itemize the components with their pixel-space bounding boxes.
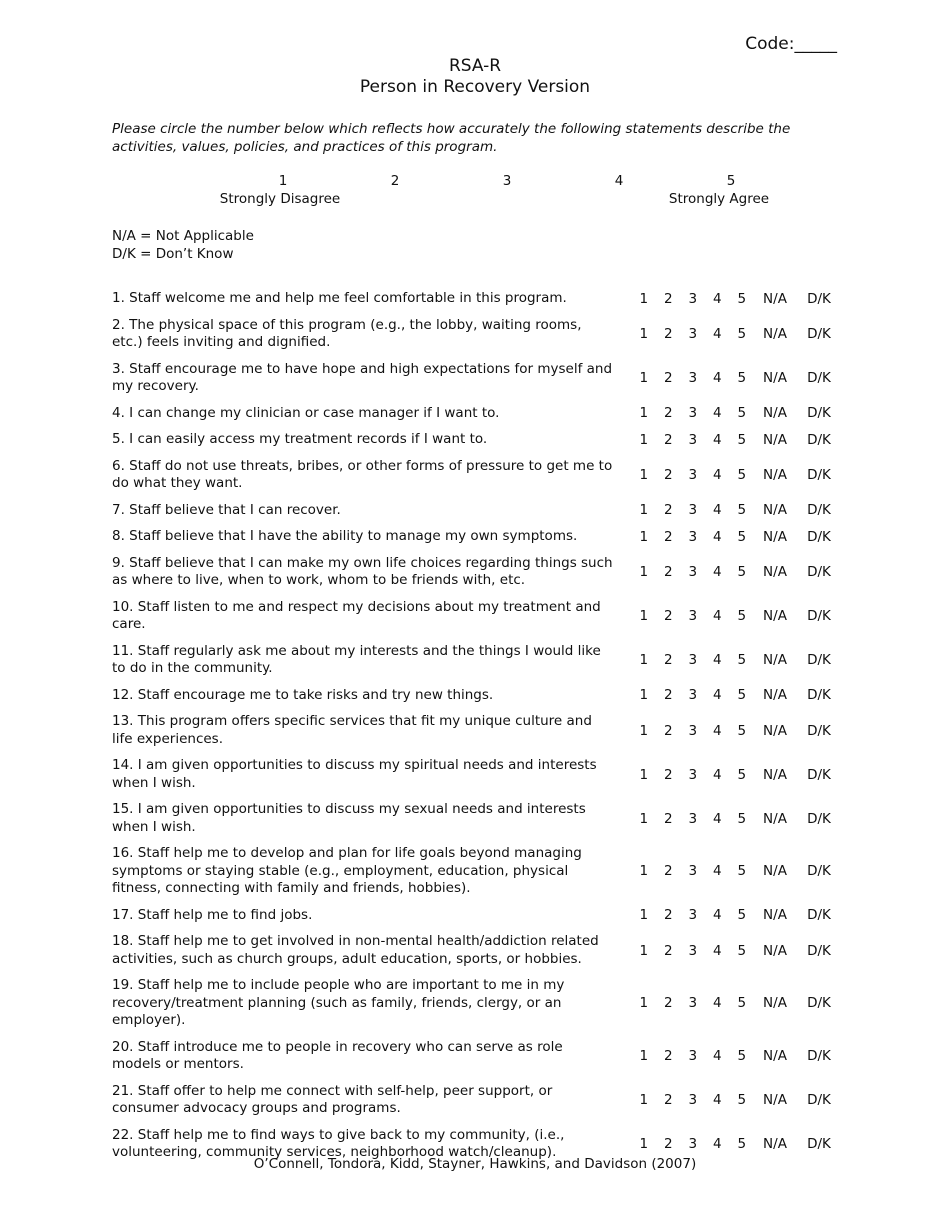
rating-option-3[interactable]: 3 [688, 766, 698, 783]
rating-option-4[interactable]: 4 [712, 810, 722, 827]
rating-options [632, 405, 843, 421]
item-row [112, 500, 842, 523]
rating-option-1[interactable]: 1 [639, 1136, 649, 1152]
rating-option-2[interactable]: 2 [663, 810, 673, 827]
rating-option-3[interactable]: 3 [688, 502, 698, 519]
rating-option-dk[interactable]: D/K [807, 290, 831, 307]
item-text: 22. Staff help me to find ways to give back to my community, (i.e., volunteering, community services, neighborhood watch/cleanup). [112, 1126, 565, 1160]
code-field: Code:_____ [745, 34, 837, 54]
rating-option-1[interactable]: 1 [639, 722, 649, 739]
rating-option-5[interactable]: 5 [737, 290, 747, 307]
rating-option-na[interactable]: N/A [763, 326, 787, 342]
rating-option-2[interactable]: 2 [663, 370, 673, 386]
rating-option-2[interactable]: 2 [663, 1136, 673, 1152]
rating-option-3[interactable]: 3 [688, 722, 698, 739]
item-row [112, 905, 842, 928]
rating-option-4[interactable]: 4 [712, 722, 722, 739]
rating-options [632, 326, 843, 342]
form-title [0, 56, 950, 98]
rating-options [632, 811, 843, 827]
rating-option-5[interactable]: 5 [737, 405, 747, 422]
item-row [112, 1081, 842, 1121]
rating-option-2[interactable]: 2 [663, 1092, 673, 1108]
item-row [112, 1037, 842, 1077]
rating-option-dk[interactable]: D/K [807, 564, 831, 580]
rating-option-1[interactable]: 1 [639, 1092, 649, 1108]
rating-options [632, 529, 843, 545]
legend [112, 227, 254, 263]
rating-option-2[interactable]: 2 [663, 1048, 673, 1064]
rating-option-na[interactable]: N/A [763, 528, 787, 545]
rating-option-4[interactable]: 4 [712, 528, 722, 545]
scale-number: 4 [614, 173, 624, 189]
rating-option-dk[interactable]: D/K [807, 1092, 831, 1108]
rating-option-na[interactable]: N/A [763, 652, 787, 668]
rating-option-3[interactable]: 3 [688, 528, 698, 545]
item-text: 8. Staff believe that I have the ability to manage my own symptoms. [112, 528, 578, 544]
item-text: 13. This program offers specific services that fit my unique culture and life experiences. [112, 713, 592, 747]
rating-option-4[interactable]: 4 [712, 907, 722, 924]
rating-option-3[interactable]: 3 [688, 326, 698, 342]
rating-option-3[interactable]: 3 [688, 467, 698, 483]
legend-dk: D/K = Don’t Know [112, 246, 234, 262]
rating-option-5[interactable]: 5 [737, 1048, 747, 1064]
item-row [112, 641, 842, 681]
rating-option-na[interactable]: N/A [763, 1092, 787, 1108]
rating-option-2[interactable]: 2 [663, 564, 673, 580]
rating-option-4[interactable]: 4 [712, 1092, 722, 1108]
rating-option-4[interactable]: 4 [712, 405, 722, 422]
rating-options [632, 943, 843, 959]
rating-option-5[interactable]: 5 [737, 564, 747, 580]
rating-option-1[interactable]: 1 [639, 564, 649, 580]
rating-option-5[interactable]: 5 [737, 431, 747, 448]
scale-low-label: Strongly Disagree [219, 191, 341, 207]
item-text: 1. Staff welcome me and help me feel comfortable in this program. [112, 290, 567, 306]
rating-option-dk[interactable]: D/K [807, 467, 831, 483]
rating-option-3[interactable]: 3 [688, 1092, 698, 1108]
item-text: 18. Staff help me to get involved in non-mental health/addiction related activities, such as church groups, adult education, sports, or hobbies. [112, 933, 599, 967]
rating-option-4[interactable]: 4 [712, 995, 722, 1012]
rating-option-dk[interactable]: D/K [807, 995, 831, 1012]
item-row [112, 288, 842, 311]
rating-option-2[interactable]: 2 [663, 995, 673, 1012]
item-row [112, 403, 842, 426]
rating-option-4[interactable]: 4 [712, 564, 722, 580]
item-row [112, 359, 842, 399]
item-row [112, 429, 842, 452]
rating-option-4[interactable]: 4 [712, 1136, 722, 1152]
rating-option-1[interactable]: 1 [639, 995, 649, 1012]
rating-option-5[interactable]: 5 [737, 1136, 747, 1152]
rating-option-4[interactable]: 4 [712, 502, 722, 519]
rating-option-dk[interactable]: D/K [807, 766, 831, 783]
rating-option-1[interactable]: 1 [639, 766, 649, 783]
rating-option-5[interactable]: 5 [737, 608, 747, 624]
rating-option-3[interactable]: 3 [688, 810, 698, 827]
rating-option-2[interactable]: 2 [663, 766, 673, 783]
rating-options [632, 467, 843, 483]
item-text: 3. Staff encourage me to have hope and high expectations for myself and my recovery. [112, 360, 613, 394]
rating-option-4[interactable]: 4 [712, 942, 722, 959]
rating-option-2[interactable]: 2 [663, 326, 673, 342]
citation-footer: O’Connell, Tondora, Kidd, Stayner, Hawkins, and Davidson (2007) [253, 1156, 697, 1172]
rating-option-4[interactable]: 4 [712, 652, 722, 668]
rating-option-na[interactable]: N/A [763, 687, 787, 704]
rating-option-na[interactable]: N/A [763, 564, 787, 580]
item-row [112, 711, 842, 751]
rating-option-na[interactable]: N/A [763, 766, 787, 783]
rating-option-na[interactable]: N/A [763, 863, 787, 880]
rating-option-5[interactable]: 5 [737, 995, 747, 1012]
rating-option-na[interactable]: N/A [763, 502, 787, 519]
rating-option-4[interactable]: 4 [712, 766, 722, 783]
rating-option-dk[interactable]: D/K [807, 863, 831, 880]
rating-option-na[interactable]: N/A [763, 1136, 787, 1152]
rating-option-3[interactable]: 3 [688, 687, 698, 704]
scale-number: 3 [502, 173, 512, 189]
rating-option-5[interactable]: 5 [737, 942, 747, 959]
rating-options [632, 564, 843, 580]
item-text: 12. Staff encourage me to take risks and try new things. [112, 686, 494, 703]
rating-option-5[interactable]: 5 [737, 907, 747, 924]
item-row [112, 526, 842, 549]
item-text: 17. Staff help me to find jobs. [112, 906, 313, 923]
item-text: 2. The physical space of this program (e.g., the lobby, waiting rooms, etc.) feels inviting and dignified. [112, 316, 582, 350]
rating-option-1[interactable]: 1 [639, 467, 649, 483]
rating-option-1[interactable]: 1 [639, 290, 649, 307]
rating-option-3[interactable]: 3 [688, 863, 698, 880]
rating-option-5[interactable]: 5 [737, 722, 747, 739]
rating-options [632, 291, 843, 307]
item-row [112, 975, 842, 1033]
rating-option-dk[interactable]: D/K [807, 405, 831, 422]
rating-option-dk[interactable]: D/K [807, 722, 831, 739]
item-text: 11. Staff regularly ask me about my interests and the things I would like to do in the community. [112, 642, 601, 676]
rating-option-3[interactable]: 3 [688, 1048, 698, 1064]
rating-option-dk[interactable]: D/K [807, 810, 831, 827]
rating-option-4[interactable]: 4 [712, 467, 722, 483]
rating-option-na[interactable]: N/A [763, 405, 787, 422]
rating-option-2[interactable]: 2 [663, 502, 673, 519]
rating-options [632, 995, 843, 1011]
rating-option-3[interactable]: 3 [688, 564, 698, 580]
rating-option-2[interactable]: 2 [663, 431, 673, 448]
rating-option-5[interactable]: 5 [737, 810, 747, 827]
page-subtitle: Person in Recovery Version [359, 77, 591, 97]
rating-options [632, 370, 843, 386]
rating-option-1[interactable]: 1 [639, 370, 649, 386]
rating-option-2[interactable]: 2 [663, 907, 673, 924]
rating-option-5[interactable]: 5 [737, 502, 747, 519]
rating-option-2[interactable]: 2 [663, 942, 673, 959]
item-row [112, 597, 842, 637]
rating-option-na[interactable]: N/A [763, 810, 787, 827]
rating-option-na[interactable]: N/A [763, 431, 787, 448]
item-row [112, 456, 842, 496]
item-text: 4. I can change my clinician or case manager if I want to. [112, 404, 500, 421]
rating-option-1[interactable]: 1 [639, 405, 649, 422]
rating-option-4[interactable]: 4 [712, 370, 722, 386]
rating-option-2[interactable]: 2 [663, 528, 673, 545]
rating-option-1[interactable]: 1 [639, 502, 649, 519]
rating-options [632, 723, 843, 739]
rating-options [632, 687, 843, 703]
rating-option-1[interactable]: 1 [639, 942, 649, 959]
rating-option-na[interactable]: N/A [763, 942, 787, 959]
item-text: 5. I can easily access my treatment records if I want to. [112, 431, 488, 447]
rating-option-1[interactable]: 1 [639, 687, 649, 704]
rating-option-3[interactable]: 3 [688, 907, 698, 924]
rating-option-3[interactable]: 3 [688, 608, 698, 624]
item-text: 10. Staff listen to me and respect my decisions about my treatment and care. [112, 598, 601, 632]
rating-options [632, 502, 843, 518]
rating-option-5[interactable]: 5 [737, 652, 747, 668]
rating-option-3[interactable]: 3 [688, 995, 698, 1012]
item-text: 14. I am given opportunities to discuss my spiritual needs and interests when I wish. [112, 757, 597, 791]
rating-options [632, 652, 843, 668]
rating-option-4[interactable]: 4 [712, 863, 722, 880]
item-text: 19. Staff help me to include people who are important to me in my recovery/treatment planning (such as family, friends, clergy, or an employer). [112, 977, 565, 1028]
rating-option-5[interactable]: 5 [737, 370, 747, 386]
item-row [112, 799, 842, 839]
items-list [112, 288, 842, 1169]
rating-option-3[interactable]: 3 [688, 652, 698, 668]
scale-number: 5 [726, 173, 736, 189]
rating-option-na[interactable]: N/A [763, 370, 787, 386]
rating-option-3[interactable]: 3 [688, 431, 698, 448]
rating-option-dk[interactable]: D/K [807, 528, 831, 545]
rating-option-2[interactable]: 2 [663, 863, 673, 880]
rating-option-3[interactable]: 3 [688, 1136, 698, 1152]
item-row [112, 843, 842, 901]
rating-option-4[interactable]: 4 [712, 687, 722, 704]
rating-option-dk[interactable]: D/K [807, 502, 831, 519]
rating-option-dk[interactable]: D/K [807, 431, 831, 448]
item-text: 16. Staff help me to develop and plan for life goals beyond managing symptoms or staying stable (e.g., employment, education, physical fitness, connecting with family and friends, hobbies). [112, 845, 582, 896]
instructions: Please circle the number below which reflects how accurately the following statements describe the activities, values, policies, and practices of this program. [112, 121, 791, 155]
rating-option-na[interactable]: N/A [763, 995, 787, 1012]
rating-option-na[interactable]: N/A [763, 608, 787, 624]
item-text: 21. Staff offer to help me connect with self-help, peer support, or consumer advocacy groups and programs. [112, 1082, 553, 1116]
rating-option-dk[interactable]: D/K [807, 942, 831, 959]
rating-option-1[interactable]: 1 [639, 810, 649, 827]
item-text: 20. Staff introduce me to people in recovery who can serve as role models or mentors. [112, 1038, 563, 1072]
rating-option-2[interactable]: 2 [663, 467, 673, 483]
rating-option-na[interactable]: N/A [763, 907, 787, 924]
rating-option-1[interactable]: 1 [639, 431, 649, 448]
rating-option-5[interactable]: 5 [737, 687, 747, 704]
rating-option-1[interactable]: 1 [639, 863, 649, 880]
rating-option-dk[interactable]: D/K [807, 1136, 831, 1152]
rating-option-4[interactable]: 4 [712, 290, 722, 307]
rating-options [632, 432, 843, 448]
rating-option-2[interactable]: 2 [663, 687, 673, 704]
rating-option-3[interactable]: 3 [688, 370, 698, 386]
item-text: 15. I am given opportunities to discuss my sexual needs and interests when I wish. [112, 801, 586, 835]
scale-number: 1 [278, 173, 288, 189]
rating-option-2[interactable]: 2 [663, 722, 673, 739]
scale-number: 2 [390, 173, 400, 189]
rating-option-dk[interactable]: D/K [807, 608, 831, 624]
rating-option-2[interactable]: 2 [663, 405, 673, 422]
rating-option-4[interactable]: 4 [712, 326, 722, 342]
item-row [112, 553, 842, 593]
rating-option-2[interactable]: 2 [663, 290, 673, 307]
item-text: 7. Staff believe that I can recover. [112, 501, 341, 518]
rating-options [632, 1136, 843, 1152]
rating-option-2[interactable]: 2 [663, 608, 673, 624]
rating-option-3[interactable]: 3 [688, 942, 698, 959]
legend-na: N/A = Not Applicable [112, 228, 254, 244]
rating-option-1[interactable]: 1 [639, 608, 649, 624]
rating-option-5[interactable]: 5 [737, 467, 747, 483]
rating-options [632, 907, 843, 923]
rating-option-1[interactable]: 1 [639, 907, 649, 924]
item-row [112, 755, 842, 795]
rating-option-5[interactable]: 5 [737, 766, 747, 783]
rating-options [632, 1092, 843, 1108]
rating-option-4[interactable]: 4 [712, 1048, 722, 1064]
rating-option-2[interactable]: 2 [663, 652, 673, 668]
rating-options [632, 767, 843, 783]
rating-option-5[interactable]: 5 [737, 326, 747, 342]
rating-option-5[interactable]: 5 [737, 863, 747, 880]
rating-option-1[interactable]: 1 [639, 1048, 649, 1064]
scale-high-label: Strongly Agree [668, 191, 770, 207]
rating-option-na[interactable]: N/A [763, 467, 787, 483]
rating-option-na[interactable]: N/A [763, 722, 787, 739]
rating-option-dk[interactable]: D/K [807, 326, 831, 342]
rating-option-na[interactable]: N/A [763, 290, 787, 307]
rating-option-dk[interactable]: D/K [807, 1048, 831, 1064]
item-row [112, 315, 842, 355]
rating-option-1[interactable]: 1 [639, 528, 649, 545]
rating-options [632, 863, 843, 879]
item-row [112, 931, 842, 971]
item-row [112, 685, 842, 708]
rating-option-dk[interactable]: D/K [807, 907, 831, 924]
rating-option-dk[interactable]: D/K [807, 652, 831, 668]
rating-options [632, 608, 843, 624]
item-text: 6. Staff do not use threats, bribes, or other forms of pressure to get me to do what they want. [112, 457, 613, 491]
rating-options [632, 1048, 843, 1064]
rating-option-4[interactable]: 4 [712, 431, 722, 448]
rating-option-1[interactable]: 1 [639, 652, 649, 668]
rating-option-3[interactable]: 3 [688, 405, 698, 422]
item-text: 9. Staff believe that I can make my own life choices regarding things such as where to live, when to work, whom to be friends with, etc. [112, 554, 613, 588]
rating-option-5[interactable]: 5 [737, 1092, 747, 1108]
rating-option-dk[interactable]: D/K [807, 370, 831, 386]
rating-option-3[interactable]: 3 [688, 290, 698, 307]
rating-option-1[interactable]: 1 [639, 326, 649, 342]
rating-option-dk[interactable]: D/K [807, 687, 831, 704]
page-title: RSA-R [448, 56, 502, 76]
rating-option-4[interactable]: 4 [712, 608, 722, 624]
rating-option-5[interactable]: 5 [737, 528, 747, 545]
rating-option-na[interactable]: N/A [763, 1048, 787, 1064]
